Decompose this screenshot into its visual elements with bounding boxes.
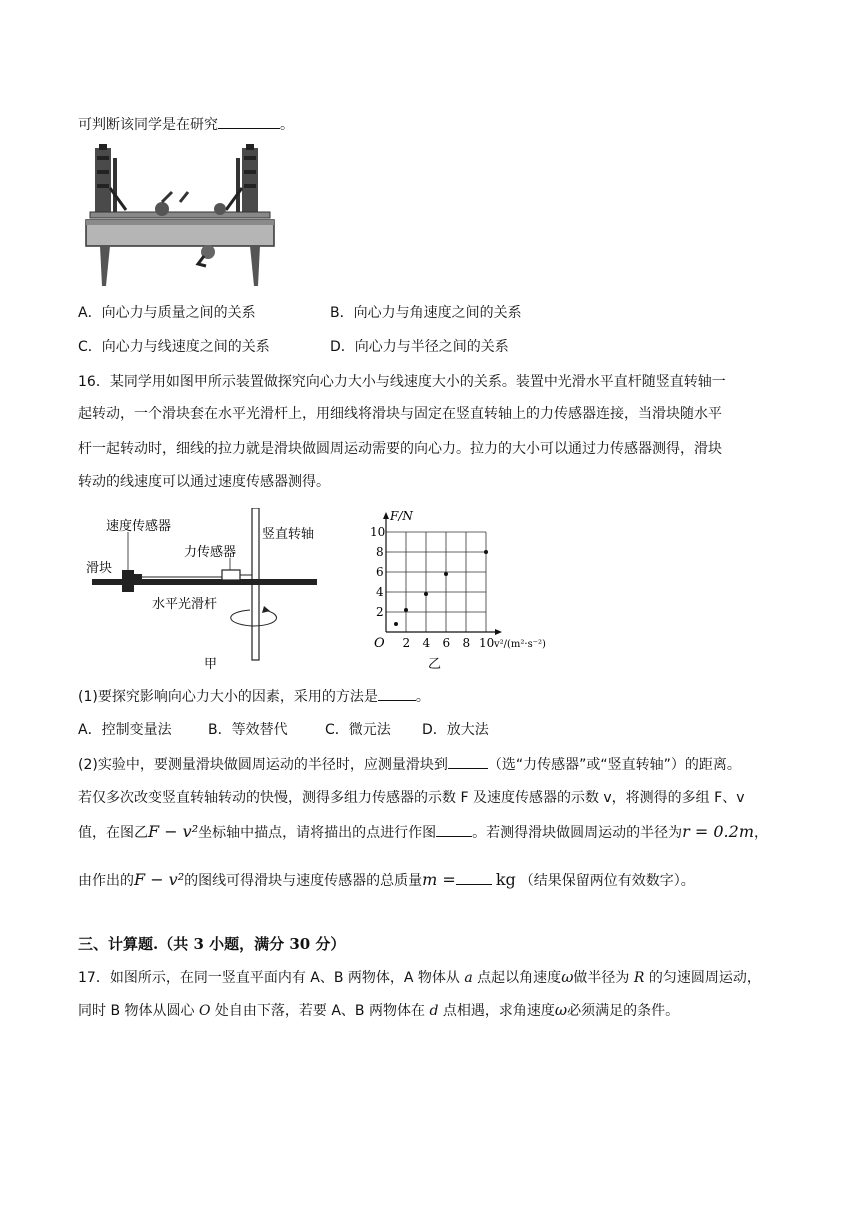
data-point — [484, 550, 488, 554]
data-point — [394, 622, 398, 626]
section-3-heading: 三、计算题.（共 3 小题，满分 30 分） — [78, 935, 346, 953]
q16-part1-option-a[interactable]: A．控制变量法 — [78, 722, 172, 738]
y-tick-label: 6 — [376, 565, 384, 579]
q17-line-2: 同时 B 物体从圆心 O 处自由下落，若要 A、B 两物体在 d 点相遇，求角速度ω必须满足的条件。 — [78, 1001, 680, 1019]
label-vertical-axis: 竖直转轴 — [262, 527, 315, 542]
q16-part1-option-c[interactable]: C．微元法 — [325, 722, 391, 738]
y-axis-arrow-icon — [383, 512, 389, 519]
x-tick-label: 10 — [479, 636, 495, 650]
q16-part1-option-b[interactable]: B．等效替代 — [208, 722, 288, 738]
label-speed-sensor: 速度传感器 — [106, 519, 172, 534]
origin-label: O — [374, 636, 385, 651]
q16-stem-line-2: 起转动，一个滑块套在水平光滑杆上，用细线将滑块与固定在竖直转轴上的力传感器连接，当滑块随水平 — [78, 406, 722, 422]
answer-blank — [378, 686, 416, 701]
y-axis-label: F/N — [390, 510, 413, 523]
speed-sensor — [134, 574, 142, 580]
q15-option-b[interactable]: B．向心力与角速度之间的关系 — [330, 305, 522, 321]
x-axis-label: v²/(m²·s⁻²) — [494, 639, 546, 650]
x-tick-label: 2 — [402, 636, 411, 650]
y-tick-label: 2 — [376, 605, 384, 619]
answer-blank — [436, 822, 472, 837]
answer-blank — [456, 870, 492, 885]
figure-a-drawing — [84, 508, 334, 670]
q16-part2-line-4: 由作出的F − v²的图线可得滑块与速度传感器的总质量m = kg （结果保留两位有效数字）。 — [78, 870, 695, 889]
answer-blank — [448, 754, 488, 769]
data-point — [424, 592, 428, 596]
x-tick-label: 6 — [442, 636, 451, 650]
force-sensor — [222, 570, 240, 580]
x-tick-label: 8 — [462, 636, 471, 650]
q17-line-1: 17．如图所示，在同一竖直平面内有 A、B 两物体，A 物体从 a 点起以角速度ω做半径为 R 的匀速圆周运动， — [78, 968, 761, 986]
label-slider: 滑块 — [86, 561, 113, 576]
q16-part2-line-1: (2)实验中，要测量滑块做圆周运动的半径时，应测量滑块到 （选“力传感器”或“竖直转轴”）的距离。 — [78, 754, 741, 775]
x-axis-arrow-icon — [495, 629, 502, 635]
slider-block — [122, 570, 134, 592]
label-rod: 水平光滑杆 — [152, 597, 218, 612]
apparatus-drawing — [80, 140, 280, 290]
q16-part2-line-3: 值，在图乙F − v²坐标轴中描点，请将描出的点进行作图 。若测得滑块做圆周运动的半径为r = 0.2m， — [78, 822, 768, 841]
y-tick-label: 10 — [370, 525, 386, 539]
q16-part1-question: (1)要探究影响向心力大小的因素，采用的方法是 。 — [78, 686, 430, 707]
f-v2-chart — [364, 510, 554, 672]
figure-a-apparatus — [84, 508, 334, 670]
q15-option-d[interactable]: D．向心力与半径之间的关系 — [330, 339, 509, 355]
q15-option-a[interactable]: A．向心力与质量之间的关系 — [78, 305, 256, 321]
q16-part1-option-d[interactable]: D．放大法 — [422, 722, 489, 738]
q15-stem-tail: 可判断该同学是在研究 。 — [78, 114, 294, 135]
y-tick-label: 4 — [376, 585, 384, 599]
q16-stem-line-4: 转动的线速度可以通过速度传感器测得。 — [78, 474, 330, 490]
answer-blank — [218, 114, 280, 129]
y-tick-label: 8 — [376, 545, 384, 559]
data-point — [444, 572, 448, 576]
figure-a-caption: 甲 — [204, 657, 218, 670]
q16-part2-line-2: 若仅多次改变竖直转轴转动的快慢，测得多组力传感器的示数 F 及速度传感器的示数 v，将测得的多组 F、v — [78, 790, 745, 806]
q16-stem-line-3: 杆一起转动时，细线的拉力就是滑块做圆周运动需要的向心力。拉力的大小可以通过力传感器测得，滑块 — [78, 441, 722, 457]
q15-option-c[interactable]: C．向心力与线速度之间的关系 — [78, 339, 270, 355]
figure-b-chart — [364, 510, 554, 672]
label-force-sensor: 力传感器 — [184, 545, 237, 560]
x-tick-label: 4 — [422, 636, 431, 650]
data-point — [404, 608, 408, 612]
centripetal-apparatus-image — [80, 140, 280, 290]
figure-b-caption: 乙 — [428, 657, 442, 672]
q16-stem-line-1: 16．某同学用如图甲所示装置做探究向心力大小与线速度大小的关系。装置中光滑水平直杆随竖直转轴一 — [78, 374, 726, 390]
